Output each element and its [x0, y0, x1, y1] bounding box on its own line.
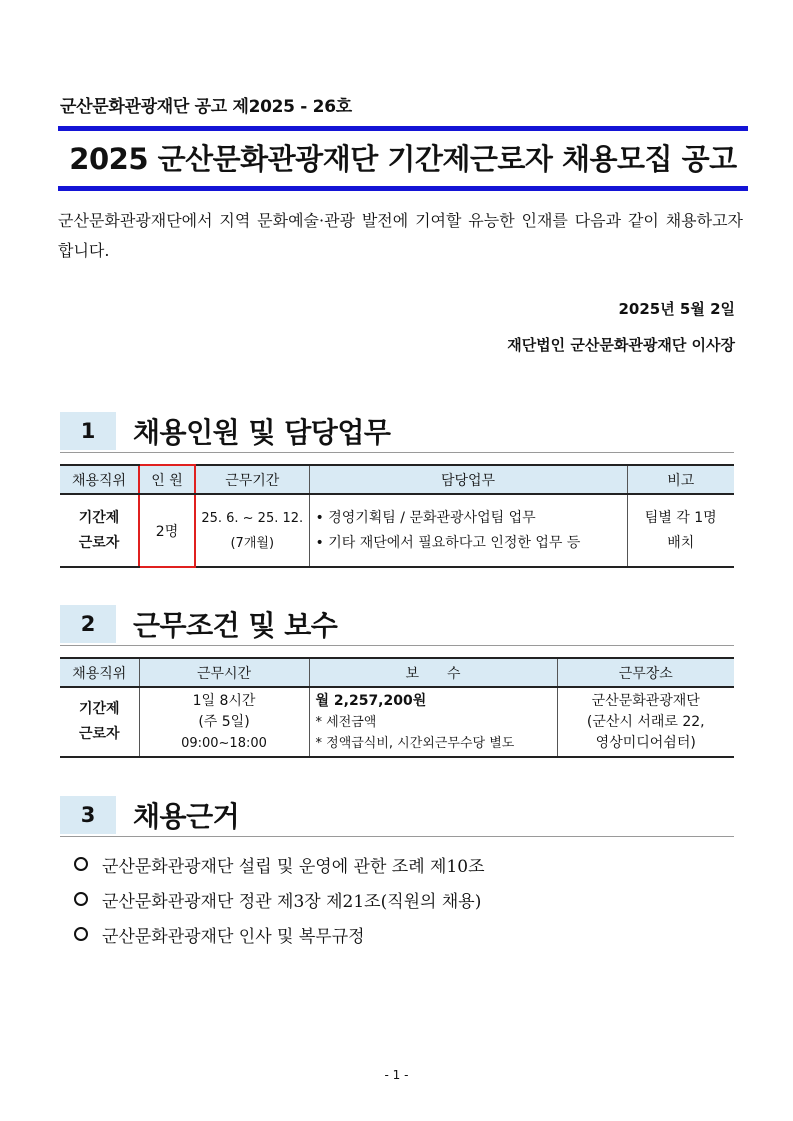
recruitment-table [60, 464, 734, 568]
cell-note: 팀별 각 1명 배치 [627, 494, 734, 567]
cell-position: 기간제 근로자 [60, 494, 139, 567]
cell-headcount: 2명 [139, 494, 195, 567]
section-1-divider [60, 452, 734, 453]
header-period: 근무기간 [195, 465, 309, 494]
section-1-title: 채용인원 및 담당업무 [133, 416, 391, 449]
notice-number: 군산문화관광재단 공고 제2025 - 26호 [60, 97, 352, 117]
list-item: 군산문화관광재단 정관 제3장 제21조(직원의 채용) [74, 887, 481, 912]
section-2-divider [60, 645, 734, 646]
page-title: 2025 군산문화관광재단 기간제근로자 채용모집 공고 [69, 142, 737, 176]
header-duties: 담당업무 [309, 465, 627, 494]
title-bottom-rule [58, 186, 748, 191]
header-position: 채용직위 [60, 658, 139, 687]
cell-pay: 월 2,257,200원 * 세전금액 * 정액급식비, 시간외근무수당 별도 [309, 687, 557, 757]
circle-bullet-icon [74, 927, 88, 941]
list-item: 군산문화관광재단 설립 및 운영에 관한 조례 제10조 [74, 852, 485, 877]
section-3-title: 채용근거 [133, 800, 240, 833]
section-2-number: 2 [60, 605, 116, 643]
header-note: 비고 [627, 465, 734, 494]
cell-duties: • 경영기획팀 / 문화관광사업팀 업무 • 기타 재단에서 필요하다고 인정한 업무 등 [309, 494, 627, 567]
circle-bullet-icon [74, 857, 88, 871]
circle-bullet-icon [74, 892, 88, 906]
header-hours: 근무시간 [139, 658, 309, 687]
cell-place: 군산문화관광재단 (군산시 서래로 22, 영상미디어쉼터) [557, 687, 734, 757]
header-headcount: 인 원 [139, 465, 195, 494]
header-position: 채용직위 [60, 465, 139, 494]
page-number: - 1 - [384, 1068, 409, 1082]
conditions-table [60, 657, 734, 758]
section-2-title: 근무조건 및 보수 [133, 609, 338, 642]
cell-position: 기간제 근로자 [60, 687, 139, 757]
section-3-number: 3 [60, 796, 116, 834]
section-3-divider [60, 836, 734, 837]
title-top-rule [58, 126, 748, 131]
cell-hours: 1일 8시간 (주 5일) 09:00~18:00 [139, 687, 309, 757]
list-item: 군산문화관광재단 인사 및 복무규정 [74, 922, 365, 947]
header-pay: 보 수 [309, 658, 557, 687]
issuer: 재단법인 군산문화관광재단 이사장 [507, 336, 735, 354]
notice-date: 2025년 5월 2일 [618, 300, 735, 318]
section-1-number: 1 [60, 412, 116, 450]
header-place: 근무장소 [557, 658, 734, 687]
intro-paragraph: 군산문화관광재단에서 지역 문화예술·관광 발전에 기여할 유능한 인재를 다음과 같이 채용하고자 합니다. [58, 211, 743, 260]
cell-period: 25. 6. ~ 25. 12. (7개월) [195, 494, 309, 567]
